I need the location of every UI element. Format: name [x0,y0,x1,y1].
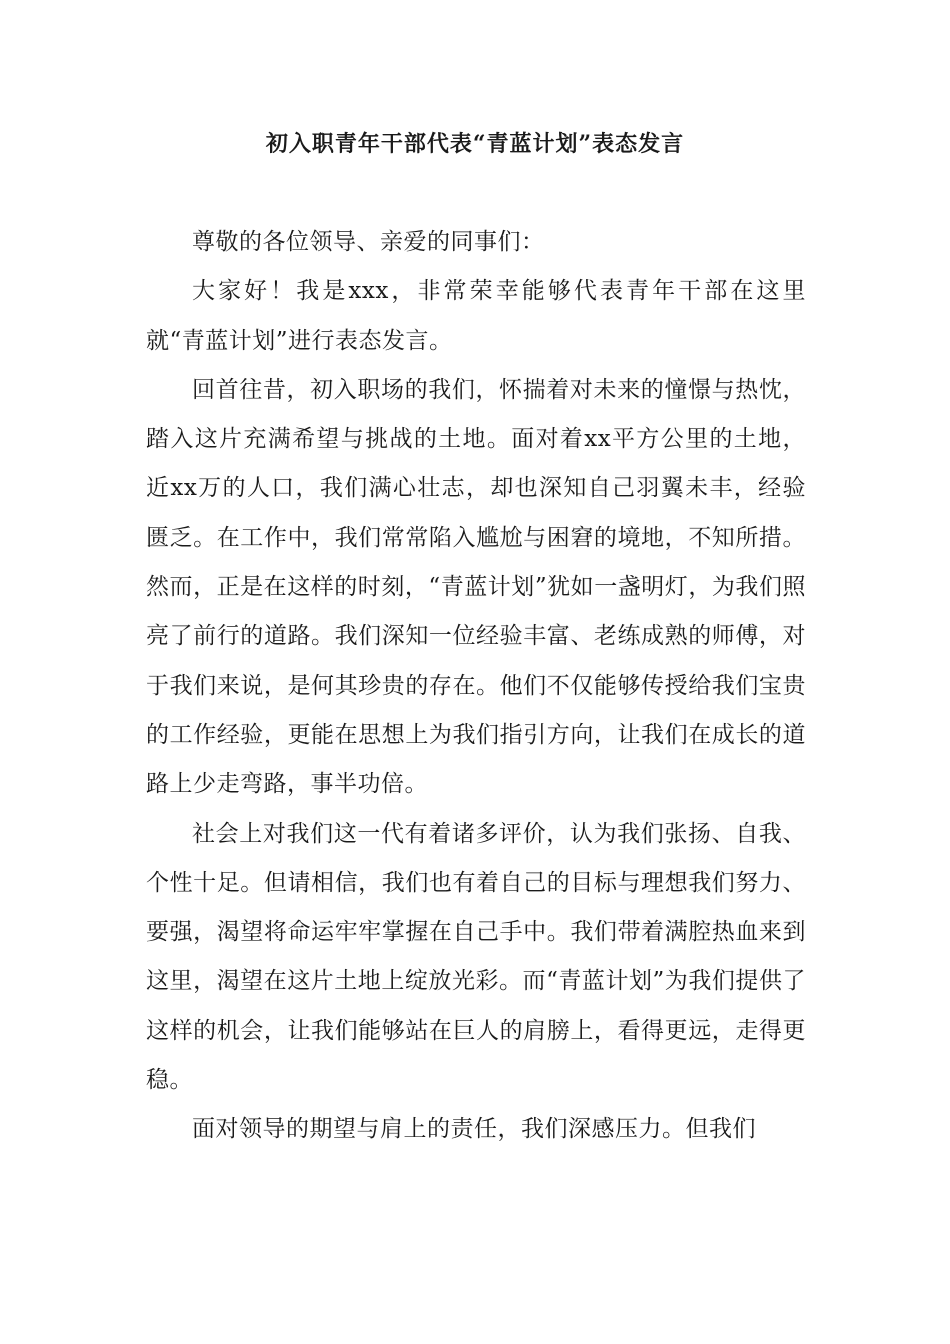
paragraph-reflection: 回首往昔，初入职场的我们，怀揣着对未来的憧憬与热忱，踏入这片充满希望与挑战的土地。面对着xx平方公里的土地，近xx万的人口，我们满心壮志，却也深知自己羽翼未丰，经验匮乏。在工作中，我们常常陷入尴尬与困窘的境地，不知所措。然而，正是在这样的时刻，“青蓝计划”犹如一盏明灯，为我们照亮了前行的道路。我们深知一位经验丰富、老练成熟的师傅，对于我们来说，是何其珍贵的存在。他们不仅能够传授给我们宝贵的工作经验，更能在思想上为我们指引方向，让我们在成长的道路上少走弯路，事半功倍。 [146,376,806,798]
document-title: 初入职青年干部代表“青蓝计划”表态发言 [265,131,685,157]
paragraph-responsibility: 面对领导的期望与肩上的责任，我们深感压力。但我们 [192,1116,756,1143]
paragraph-greeting: 大家好！我是xxx，非常荣幸能够代表青年干部在这里就“青蓝计划”进行表态发言。 [146,278,806,354]
document-body [146,218,806,1155]
paragraph-salutation: 尊敬的各位领导、亲爱的同事们： [192,229,545,255]
paragraph-generation: 社会上对我们这一代有着诸多评价，认为我们张扬、自我、个性十足。但请相信，我们也有着自己的目标与理想我们努力、要强，渴望将命运牢牢掌握在自己手中。我们带着满腔热血来到这里，渴望在这片土地上绽放光彩。而“青蓝计划”为我们提供了这样的机会，让我们能够站在巨人的肩膀上，看得更远，走得更稳。 [146,820,806,1094]
